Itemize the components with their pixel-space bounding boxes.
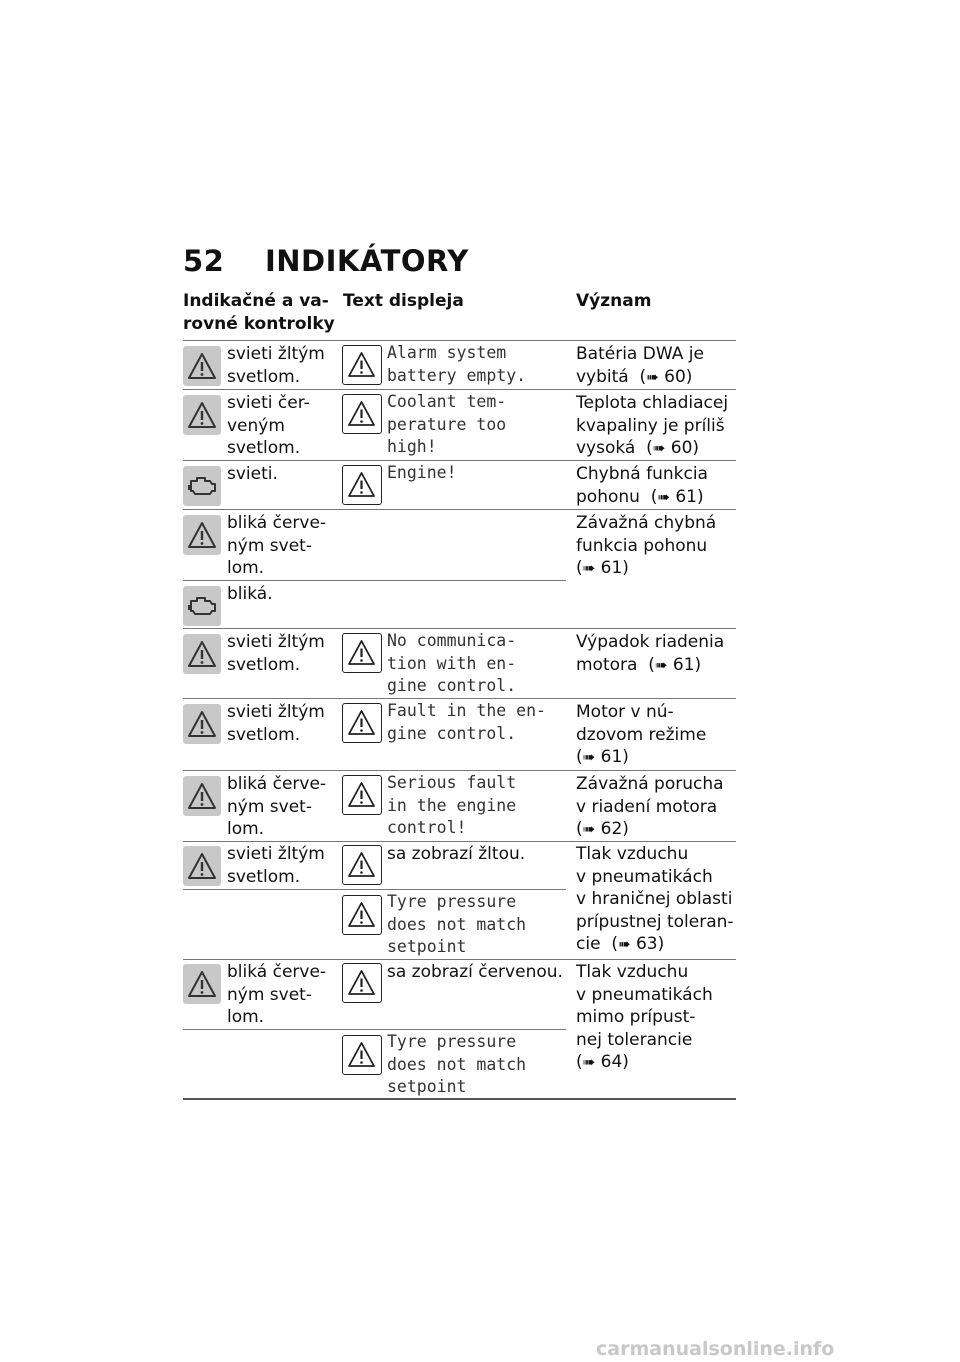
arrow-right-icon: ➠ xyxy=(617,935,631,953)
indicator-state: svieti žltým svetlom. xyxy=(227,844,325,887)
indicator-state: bliká červe- ným svet- lom. xyxy=(227,962,327,1027)
page-title xyxy=(183,244,469,278)
warning-triangle-icon xyxy=(342,633,382,673)
warning-triangle-icon xyxy=(183,776,221,816)
meaning-text: Závažná chybná funkcia pohonu (➠ 61) xyxy=(576,513,717,578)
table-divider xyxy=(183,509,736,510)
table-divider xyxy=(183,628,736,629)
table-divider xyxy=(183,889,566,890)
indicator-state: svieti žltým svetlom. xyxy=(227,344,325,387)
table-divider xyxy=(183,841,736,842)
table-divider xyxy=(183,698,736,699)
display-text: Engine! xyxy=(387,463,457,482)
arrow-right-icon: ➠ xyxy=(582,820,596,838)
page-heading: INDIKÁTORY xyxy=(265,244,469,278)
meaning-text: Výpadok riadenia motora (➠ 61) xyxy=(576,632,725,675)
display-text: No communica- tion with en- gine control. xyxy=(387,631,517,695)
indicator-state: svieti. xyxy=(227,464,278,484)
display-text: sa zobrazí žltou. xyxy=(387,844,526,864)
warning-triangle-icon xyxy=(183,346,221,386)
indicator-state: bliká červe- ným svet- lom. xyxy=(227,774,327,839)
arrow-right-icon: ➠ xyxy=(652,439,666,457)
warning-triangle-icon xyxy=(342,465,382,505)
warning-triangle-icon xyxy=(342,775,382,815)
page-number: 52 xyxy=(183,244,225,278)
table-divider xyxy=(183,959,736,960)
column-header-indicator: Indikačné a va- rovné kontrolky xyxy=(183,291,335,334)
warning-triangle-icon xyxy=(342,895,382,935)
arrow-right-icon: ➠ xyxy=(654,655,668,674)
arrow-right-icon: ➠ xyxy=(582,559,596,577)
column-header-meaning: Význam xyxy=(576,291,652,311)
meaning-text: Chybná funkcia pohonu (➠ 61) xyxy=(576,464,708,507)
warning-triangle-icon xyxy=(183,846,221,886)
indicator-state: svieti žltým svetlom. xyxy=(227,702,325,745)
display-text: Fault in the en- gine control. xyxy=(387,701,546,743)
table-divider xyxy=(183,580,566,581)
meaning-text: Motor v nú- dzovom režime (➠ 61) xyxy=(576,702,707,767)
meaning-text: Teplota chladiacej kvapaliny je príliš vysoká (➠ 60) xyxy=(576,393,729,458)
display-text: Tyre pressure does not match setpoint xyxy=(387,1032,527,1096)
engine-icon xyxy=(183,466,221,506)
warning-triangle-icon xyxy=(342,963,382,1003)
indicator-state: bliká červe- ným svet- lom. xyxy=(227,513,327,578)
display-text: sa zobrazí červenou. xyxy=(387,962,563,982)
table-divider xyxy=(183,770,736,771)
arrow-right-icon: ➠ xyxy=(657,487,670,506)
warning-triangle-icon xyxy=(183,964,221,1004)
engine-icon xyxy=(183,586,221,626)
warning-triangle-icon xyxy=(183,515,221,555)
table-divider xyxy=(183,460,736,461)
warning-triangle-icon xyxy=(342,845,382,885)
meaning-text: Tlak vzduchu v pneumatikách v hraničnej oblasti prípustnej toleran- cie (➠ 63) xyxy=(576,844,734,954)
display-text: Alarm system battery empty. xyxy=(387,343,527,385)
arrow-right-icon: ➠ xyxy=(582,1053,596,1071)
indicator-state: svieti žltým svetlom. xyxy=(227,632,325,675)
display-text: Serious fault in the engine control! xyxy=(387,773,517,837)
warning-triangle-icon xyxy=(342,394,382,434)
display-text: Tyre pressure does not match setpoint xyxy=(387,892,527,956)
table-divider xyxy=(183,340,736,341)
indicator-state: svieti čer- veným svetlom. xyxy=(227,393,310,458)
warning-triangle-icon xyxy=(342,1035,382,1075)
table-divider xyxy=(183,1029,566,1030)
warning-triangle-icon xyxy=(183,634,221,674)
meaning-text: Tlak vzduchu v pneumatikách mimo prípust- nej tolerancie (➠ 64) xyxy=(576,962,713,1072)
column-header-display: Text displeja xyxy=(343,291,464,311)
display-text: Coolant tem- perature too high! xyxy=(387,392,507,456)
warning-triangle-icon xyxy=(342,345,382,385)
indicator-state: bliká. xyxy=(227,584,273,604)
arrow-right-icon: ➠ xyxy=(582,748,596,766)
watermark: carmanualsonline.info xyxy=(596,1338,835,1360)
warning-triangle-icon xyxy=(183,704,221,744)
table-divider xyxy=(183,389,736,390)
arrow-right-icon: ➠ xyxy=(646,367,659,386)
warning-triangle-icon xyxy=(183,395,221,435)
meaning-text: Závažná porucha v riadení motora (➠ 62) xyxy=(576,774,724,839)
warning-triangle-icon xyxy=(342,703,382,743)
meaning-text: Batéria DWA je vybitá (➠ 60) xyxy=(576,344,704,387)
